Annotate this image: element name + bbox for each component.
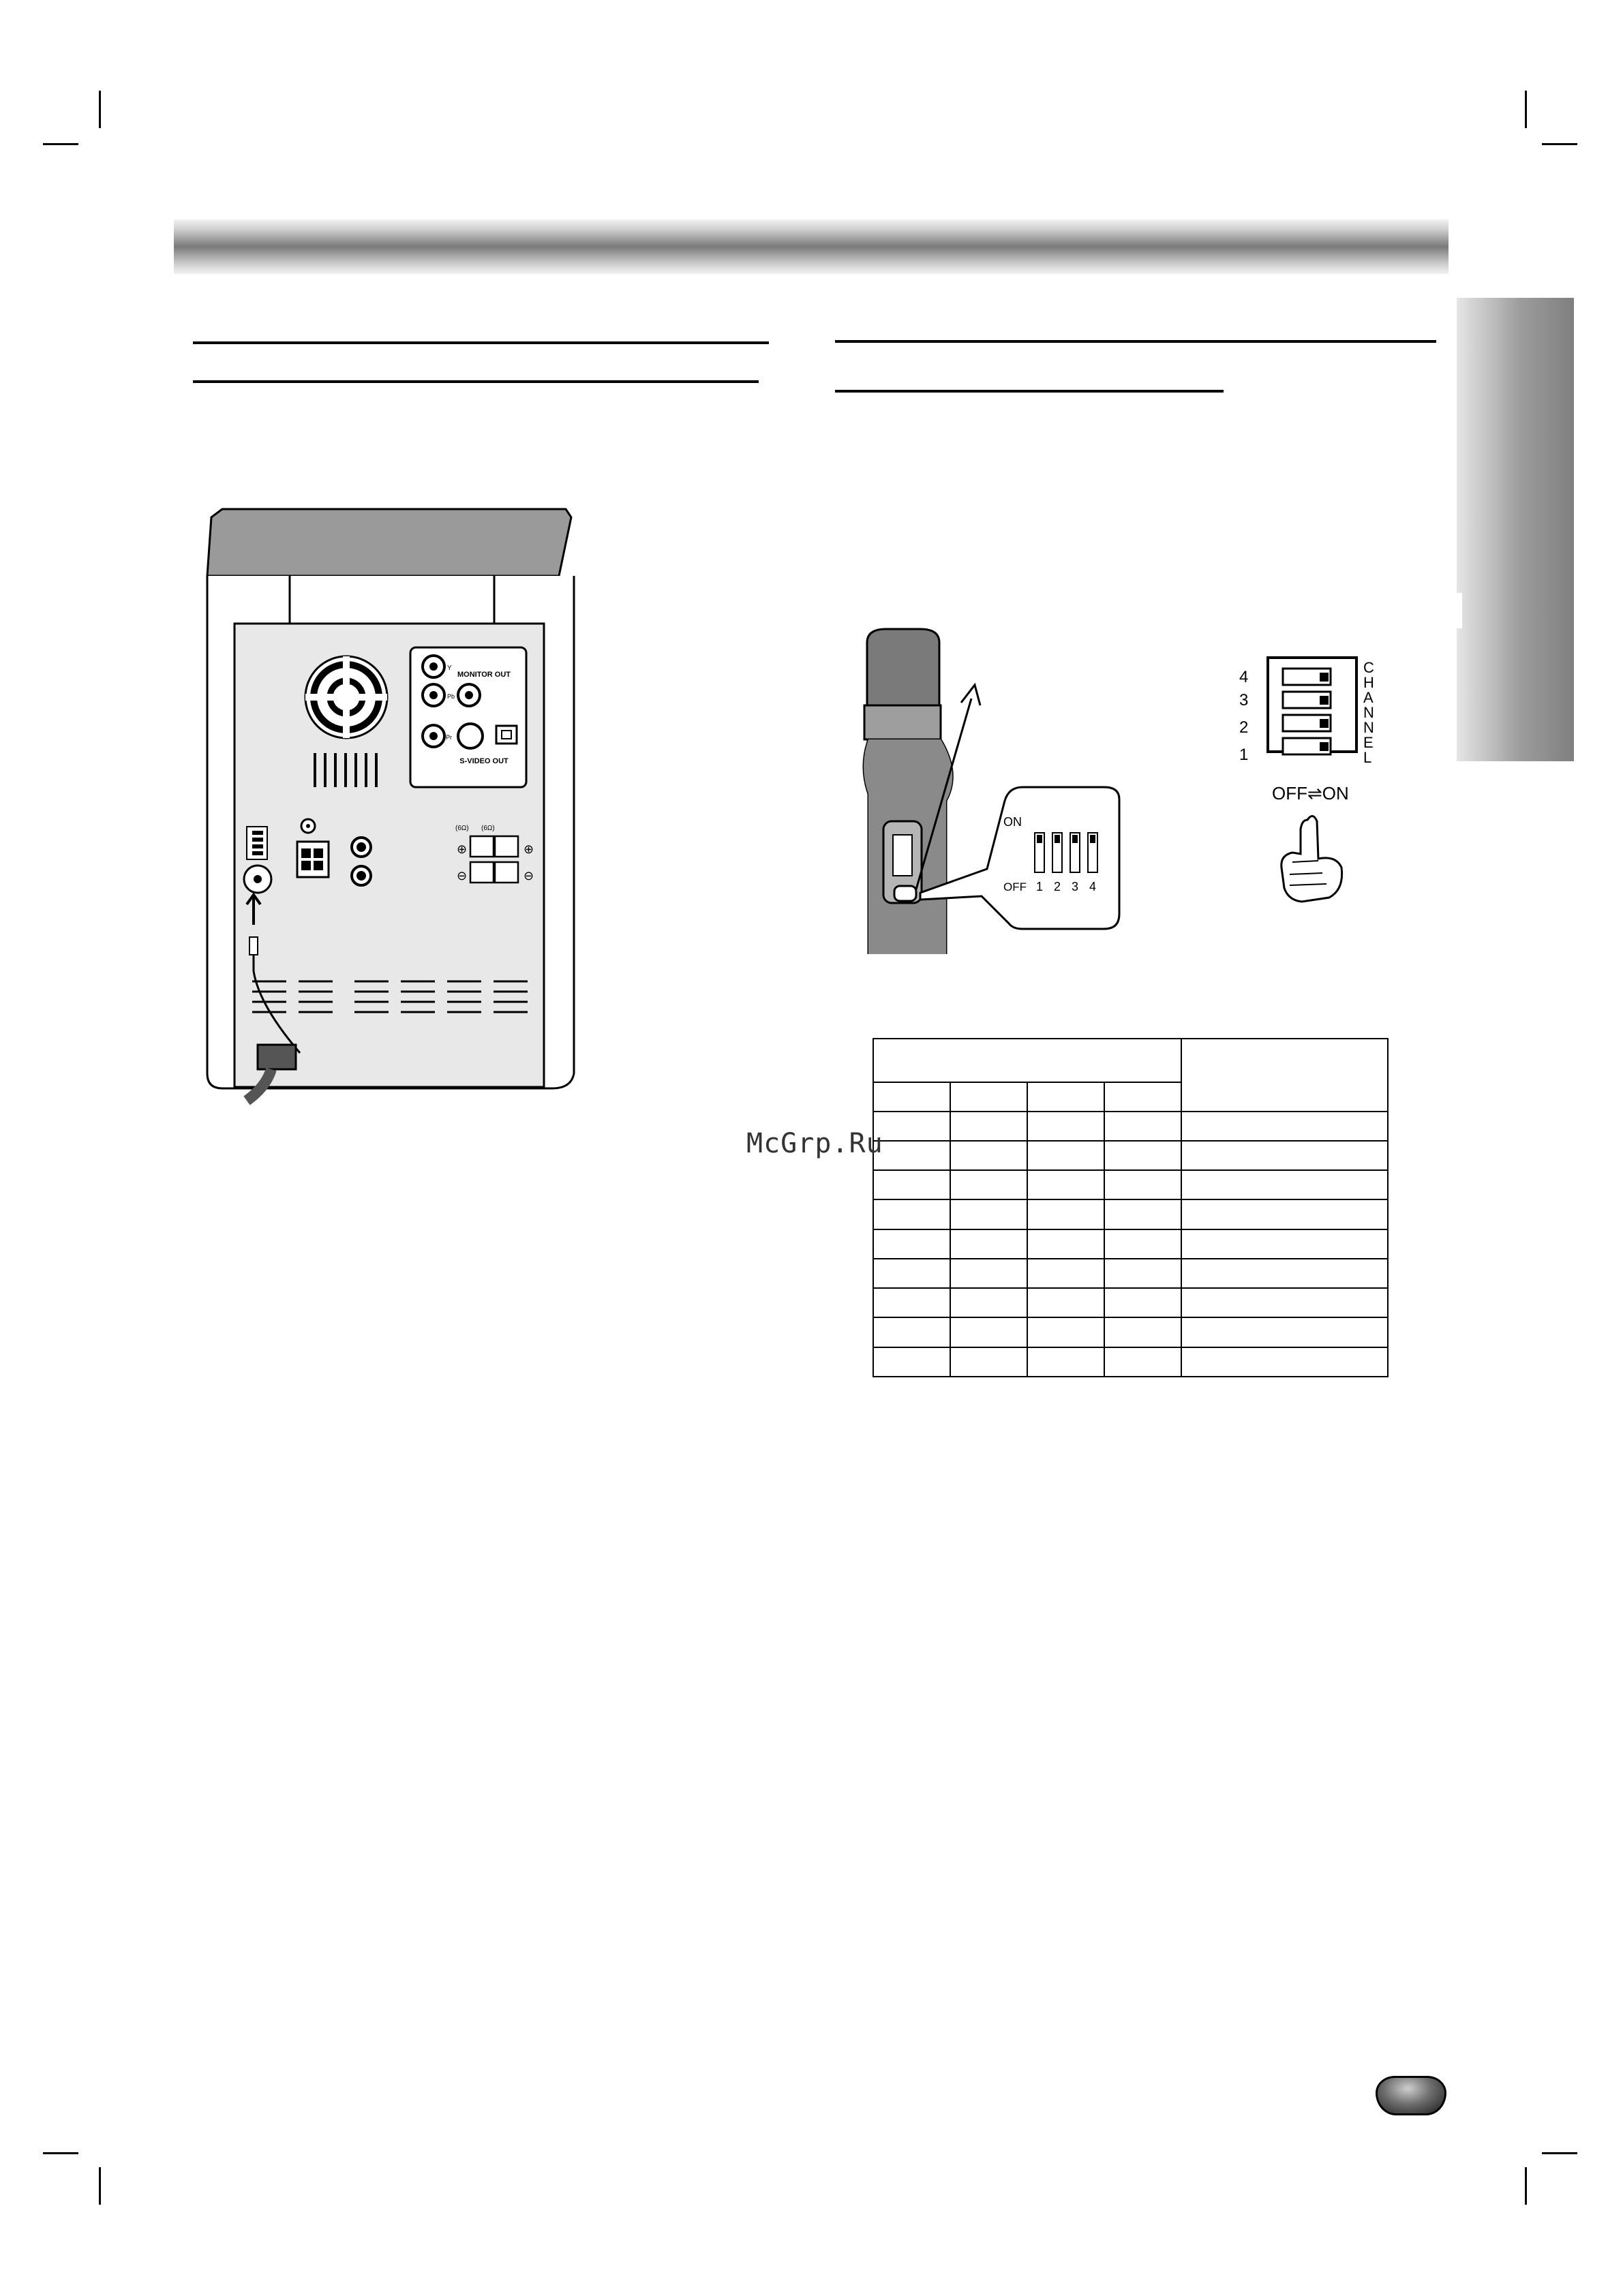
table-header-cell (873, 1082, 950, 1111)
table-row (873, 1259, 1388, 1288)
crop-mark (43, 2152, 78, 2154)
svg-text:4: 4 (1089, 880, 1097, 893)
pointing-hand-icon (1281, 816, 1342, 902)
svg-text:3: 3 (1239, 691, 1249, 709)
crop-mark (99, 91, 101, 128)
svg-text:1: 1 (1036, 880, 1044, 893)
svg-text:Pr: Pr (446, 734, 452, 741)
svg-text:4: 4 (1239, 668, 1249, 686)
svg-text:H: H (1363, 674, 1374, 691)
svg-text:2: 2 (1239, 718, 1249, 737)
svg-text:A: A (1363, 689, 1374, 706)
svg-text:⊖: ⊖ (524, 869, 534, 883)
svg-text:E: E (1363, 734, 1374, 751)
svg-text:C: C (1363, 659, 1374, 676)
rear-panel-illustration (198, 501, 586, 1107)
table-header-cell (873, 1039, 1181, 1082)
svg-text:(6Ω): (6Ω) (455, 825, 469, 832)
header-bar (174, 219, 1448, 274)
table-row (873, 1288, 1388, 1317)
svg-text:MONITOR OUT: MONITOR OUT (457, 671, 511, 679)
microphone-illustration (859, 624, 1132, 958)
table-row (873, 1199, 1388, 1229)
table-header-cell (950, 1082, 1027, 1111)
table-row (873, 1141, 1388, 1170)
svg-text:L: L (1363, 749, 1372, 766)
svg-text:N: N (1363, 704, 1374, 721)
svg-text:⊕: ⊕ (524, 842, 534, 856)
channel-switch-illustration (1227, 651, 1391, 913)
table-row (873, 1112, 1388, 1141)
svg-text:N: N (1363, 719, 1374, 736)
right-section-rule-top (835, 340, 1436, 343)
section-side-tab (1457, 298, 1574, 761)
table-row (873, 1347, 1388, 1377)
svg-text:1: 1 (1239, 746, 1249, 764)
svg-text:(6Ω): (6Ω) (481, 825, 495, 832)
svg-text:Y: Y (447, 664, 452, 672)
table-header-cell (1104, 1082, 1181, 1111)
svg-text:⊕: ⊕ (457, 842, 468, 856)
svg-text:OFF: OFF (1003, 881, 1027, 893)
svg-text:3: 3 (1072, 880, 1079, 893)
table-row (873, 1317, 1388, 1347)
crop-mark (99, 2167, 101, 2205)
crop-mark (43, 143, 78, 145)
table-header-cell (1181, 1039, 1388, 1112)
crop-mark (1542, 2152, 1577, 2154)
channel-table (873, 1038, 1389, 1377)
svg-text:S-VIDEO OUT: S-VIDEO OUT (459, 757, 509, 765)
svg-text:Pb: Pb (447, 693, 455, 700)
svg-text:ON: ON (1003, 815, 1022, 829)
table-row (873, 1170, 1388, 1199)
svg-text:2: 2 (1054, 880, 1061, 893)
left-section-rule-bottom (193, 380, 759, 383)
table-row (873, 1229, 1388, 1259)
crop-mark (1525, 91, 1527, 128)
crop-mark (1542, 143, 1577, 145)
left-section-rule-top (193, 341, 769, 344)
side-tab-notch (1457, 593, 1462, 628)
table-header-cell (1027, 1082, 1104, 1111)
watermark: McGrp.Ru (746, 1128, 883, 1159)
svg-text:⊖: ⊖ (457, 869, 468, 883)
crop-mark (1525, 2167, 1527, 2205)
page-number-badge (1376, 2076, 1446, 2115)
right-section-rule-bottom (835, 390, 1224, 393)
svg-text:OFF⇌ON: OFF⇌ON (1272, 783, 1349, 803)
